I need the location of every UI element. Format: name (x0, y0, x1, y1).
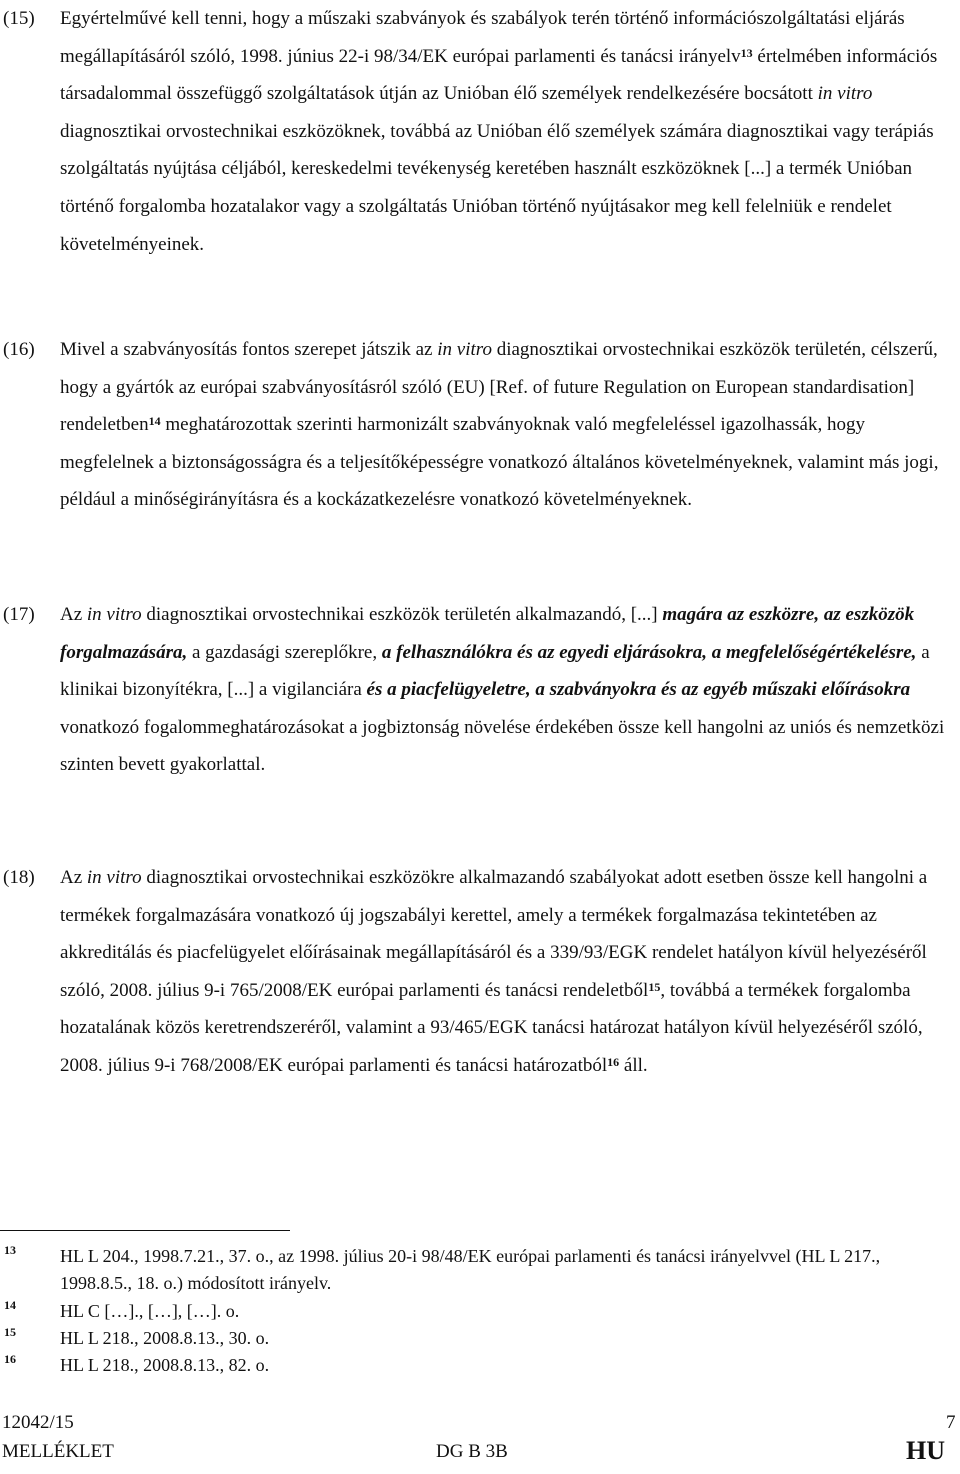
text-run: Az (60, 867, 87, 888)
recital-17 (0, 596, 952, 784)
footnote-reference: 16 (607, 1054, 620, 1069)
footnote-number: 16 (4, 1352, 16, 1366)
recital-text (60, 859, 952, 1085)
text-run: diagnosztikai orvostechnikai eszközök területén, célszerű, hogy a gyártók az európai szabványosításról szóló (EU) [Ref. of future Regulation on European standardisation] rendeletben (60, 339, 938, 436)
text-run: diagnosztikai orvostechnikai eszközöknek, továbbá az Unióban élő személyek számára diagnosztikai vagy terápiás szolgáltatás nyújtása céljából, kereskedelmi tevékenység keretében használt eszközöknek [...] a termék Unióban történő forgalomba hozatalakor vagy a szolgáltatás Unióban történő nyújtásakor meg kell felelniük e rendelet követelményeinek. (60, 120, 934, 255)
emphasized-text: és a piacfelügyeletre, a szabványokra és az egyéb műszaki előírásokra (366, 679, 911, 701)
text-run: diagnosztikai orvostechnikai eszközökre alkalmazandó szabályokat adott esetben össze kell hangolni a termékek forgalmazására vonatkozó új jogszabályi kerettel, amely a termékek forgalmazása tekintetében az akkreditálás és piacfelügyelet előírásainak megállapításáról és a 339/93/EGK rendelet hatályon kívül helyezéséről szóló, 2008. július 9-i 765/2008/EK európai parlamenti és tanácsi rendeletből (60, 867, 928, 1001)
footnote-separator (0, 1230, 290, 1231)
page-number: 7 (946, 1412, 956, 1433)
footnote-text: HL C […]., […], […]. o. (60, 1301, 240, 1321)
italic-text: in vitro (86, 867, 142, 888)
text-run: diagnosztikai orvostechnikai eszközök területén alkalmazandó, [...] (141, 604, 663, 625)
recital-text (60, 331, 952, 519)
recital-18 (0, 859, 952, 1085)
footnote-text: HL L 218., 2008.8.13., 82. o. (60, 1355, 270, 1375)
footnote-reference: 14 (148, 414, 161, 429)
recital-16 (0, 331, 952, 519)
footnote-16 (0, 1352, 952, 1379)
text-run: meghatározottak szerinti harmonizált szabványoknak való megfeleléssel igazolhassák, hogy megfelelnek a biztonságosságra és a teljesítőképességre vonatkozó általános követelményeknek, valamint más jogi, például a minőségirányításra és a kockázatkezelésre vonatkozó követelményeknek. (60, 414, 939, 511)
footnote-number: 15 (4, 1325, 16, 1339)
recital-number: (15) (3, 8, 35, 29)
text-run: a klinikai bizonyítékra, [...] a vigilanciára (60, 641, 930, 701)
footnote-15 (0, 1325, 952, 1352)
footnote-number: 14 (4, 1298, 16, 1312)
footnote-reference: 13 (740, 45, 753, 60)
text-run: értelmében információs társadalommal összefüggő szolgáltatások útján az Unióban élő személyek rendelkezésére bocsátott (60, 45, 938, 105)
recital-text (60, 596, 952, 784)
italic-text: in vitro (86, 604, 142, 625)
text-run: Az (60, 604, 87, 625)
footnote-text: HL L 218., 2008.8.13., 30. o. (60, 1328, 270, 1348)
recital-15 (0, 0, 952, 263)
recital-text (60, 0, 952, 263)
recital-number: (17) (3, 604, 35, 625)
emphasized-text: a felhasználókra és az egyedi eljárásokra, a megfelelőségértékelésre, (381, 641, 917, 663)
text-run: Egyértelművé kell tenni, hogy a műszaki szabványok és szabályok terén történő információszolgáltatási eljárás megállapításáról szóló, 1998. június 22-i 98/34/EK európai parlamenti és tanácsi irányelv (60, 8, 905, 67)
footnote-number: 13 (4, 1243, 16, 1257)
text-run: a gazdasági szereplőkre, (187, 641, 382, 663)
text-run: , továbbá a termékek forgalomba hozatalának közös keretrendszeréről, valamint a 93/465/EGK tanácsi határozat hatályon kívül helyezéséről szóló, 2008. július 9-i 768/2008/EK európai parlamenti és tanácsi határozatból (60, 979, 923, 1076)
annex-label: MELLÉKLET (2, 1441, 114, 1462)
recital-number: (16) (3, 339, 35, 360)
document-reference: 12042/15 (2, 1412, 74, 1433)
footnote-reference: 15 (648, 979, 661, 994)
language-code: HU (906, 1436, 945, 1465)
footnote-14 (0, 1298, 952, 1325)
footnote-13 (0, 1243, 952, 1297)
text-run: vonatkozó fogalommeghatározásokat a jogbiztonság növelése érdekében össze kell hangolni az uniós és nemzetközi szinten bevett gyakorlattal. (60, 716, 945, 776)
emphasized-text: magára az eszközre, az eszközök forgalmazására, (60, 604, 915, 663)
italic-text: in vitro (437, 339, 492, 360)
text-run: Mivel a szabványosítás fontos szerepet játszik az (60, 339, 438, 360)
directorate-label: DG B 3B (436, 1441, 508, 1462)
text-run: áll. (619, 1054, 648, 1076)
footnote-text: HL L 204., 1998.7.21., 37. o., az 1998. július 20-i 98/48/EK európai parlamenti és tanácsi irányelvvel (HL L 217., 1998.8.5., 18. o.) módosított irányelv. (60, 1246, 881, 1293)
recital-number: (18) (3, 867, 35, 888)
italic-text: in vitro (817, 83, 873, 105)
